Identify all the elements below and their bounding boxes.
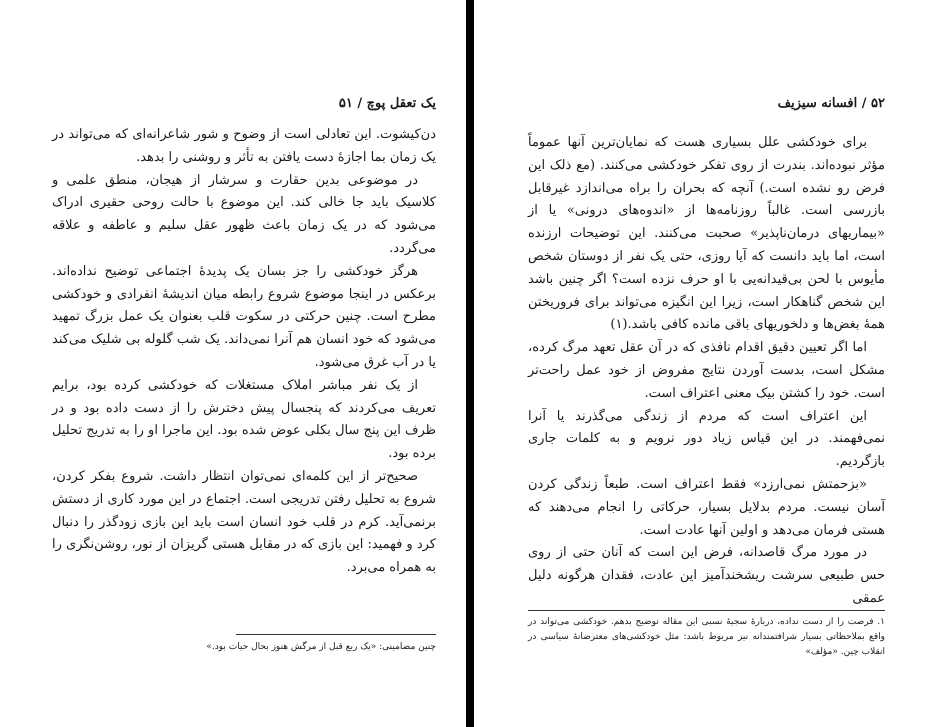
page-header: یک تعقل پوچ / ۵۱ <box>338 96 436 111</box>
footnote <box>528 615 885 660</box>
page-body <box>528 132 885 611</box>
page-body <box>52 124 436 580</box>
paragraph: در مورد مرگ قاصدانه، فرض این است که آنان حتی از روی حس طبیعی سرشت ریشخندآمیز این عادت، فقدان هرگونه دلیل عمقی <box>528 545 885 606</box>
paragraph: صحیح‌تر از این کلمه‌ای نمی‌توان انتظار داشت. شروع بفکر کردن، شروع به تحلیل رفتن تدریجی است. اجتماع در این مورد کاری از دستش برنمی‌آید. کرم در قلب خود انسان است باید این بازی زودگذر را دنبال کرد و فهمید: این بازی که در مقابل هستی گریزان از نور، روشن‌نگری را به همراه می‌برد. <box>52 468 436 576</box>
footnote <box>52 640 436 655</box>
footnote-text: چنین مضامینی: «یک ربع قبل از مرگش هنوز بحال حیات بود.» <box>206 642 436 652</box>
footnote-divider <box>528 610 885 611</box>
left-page <box>0 0 466 727</box>
paragraph: این اعتراف است که مردم از زندگی می‌گذرند یا آنرا نمی‌فهمند. در این قیاس زیاد دور نرویم و به کلمات جاری بازگردیم. <box>528 408 885 470</box>
paragraph: در موضوعی بدین حقارت و سرشار از هیجان، منطق علمی و کلاسیک باید جا خالی کند. این موضوع با حالت روحی حقیری ادراک می‌شود که در یک زمان باعث ظهور عقل سلیم و عاطفه و علاقه می‌گردد. <box>52 172 436 256</box>
paragraph: برای خودکشی علل بسیاری هست که نمایان‌ترین آنها عموماً مؤثر نبوده‌اند. بندرت از روی تفکر خودکشی می‌کنند. (مع ذلک این فرض رو نشده است.) آنچه که بحران را براه می‌اندازد غیرقابل بازرسی است. غالباً روزنامه‌ها از «اندوه‌های درونی» یا از «بیماریهای درمان‌ناپذیر» صحبت می‌کنند. این توضیحات ارزنده است، اما باید دانست که آیا روزی، حتی یک نفر از دوستان شخص مأیوس با لحن بی‌قیدانه‌یی با او حرف نزده است؟ اگر چنین باشد این شخص گناهکار است، زیرا این انگیزه می‌تواند برای فروریختن همهٔ بغض‌ها و دلخوریهای باقی مانده کافی باشد.(۱) <box>528 135 885 333</box>
footnote-divider <box>236 634 436 635</box>
paragraph: دن‌کیشوت. این تعادلی است از وضوح و شور شاعرانه‌ای که می‌تواند در یک زمان بما اجازهٔ دست یافتن به تأثر و روشنی را بدهد. <box>52 127 436 165</box>
paragraph: از یک نفر مباشر املاک مستغلات که خودکشی کرده بود، برایم تعریف می‌کردند که پنجسال پیش دخترش را از دست داده بود و در ظرف این پنج سال بکلی عوض شده بود. این ماجرا او را به تدریج تحلیل برده بود. <box>52 377 436 462</box>
paragraph: اما اگر تعیین دقیق اقدام نافذی که در آن عقل تعهد مرگ کرده، مشکل است، بدست آوردن نتایج مفروض از خود عمل راحت‌تر است. خود را کشتن بیک معنی اعتراف است. <box>528 340 885 401</box>
paragraph: هرگز خودکشی را جز بسان یک پدیدهٔ اجتماعی توضیح نداده‌اند. برعکس در اینجا موضوع شروع رابطه میان اندیشهٔ انفرادی و خودکشی مطرح است. چنین حرکتی در سکوت قلب بعنوان یک عمل بزرگ تمهید می‌شود که خود انسان هم آنرا نمی‌داند. یک شب گلوله‌ بی شلیک می‌کند یا در آب غرق می‌شود. <box>52 263 436 370</box>
page-header: ۵۲ / افسانه سیزیف <box>777 96 885 111</box>
book-spine <box>466 0 474 727</box>
right-page <box>474 0 941 727</box>
footnote-text: ۱. فرصت را از دست نداده، دربارهٔ سجیهٔ نسبی این مقاله توضیح بدهم. خودکشی می‌تواند در واقع بملاحظاتی بسیار شرافتمندانه نیز مربوط باشد: مثل خودکشی‌های معترضانهٔ سیاسی در انقلاب چین. «مؤلف» <box>528 617 885 657</box>
paragraph: «بزحمتش نمی‌ارزد» فقط اعتراف است. طبعاً زندگی کردن آسان نیست. مردم بدلایل بسیار، حرکاتی را انجام می‌دهند که هستی فرمان می‌دهد و اولین آنها عادت است. <box>528 476 885 538</box>
